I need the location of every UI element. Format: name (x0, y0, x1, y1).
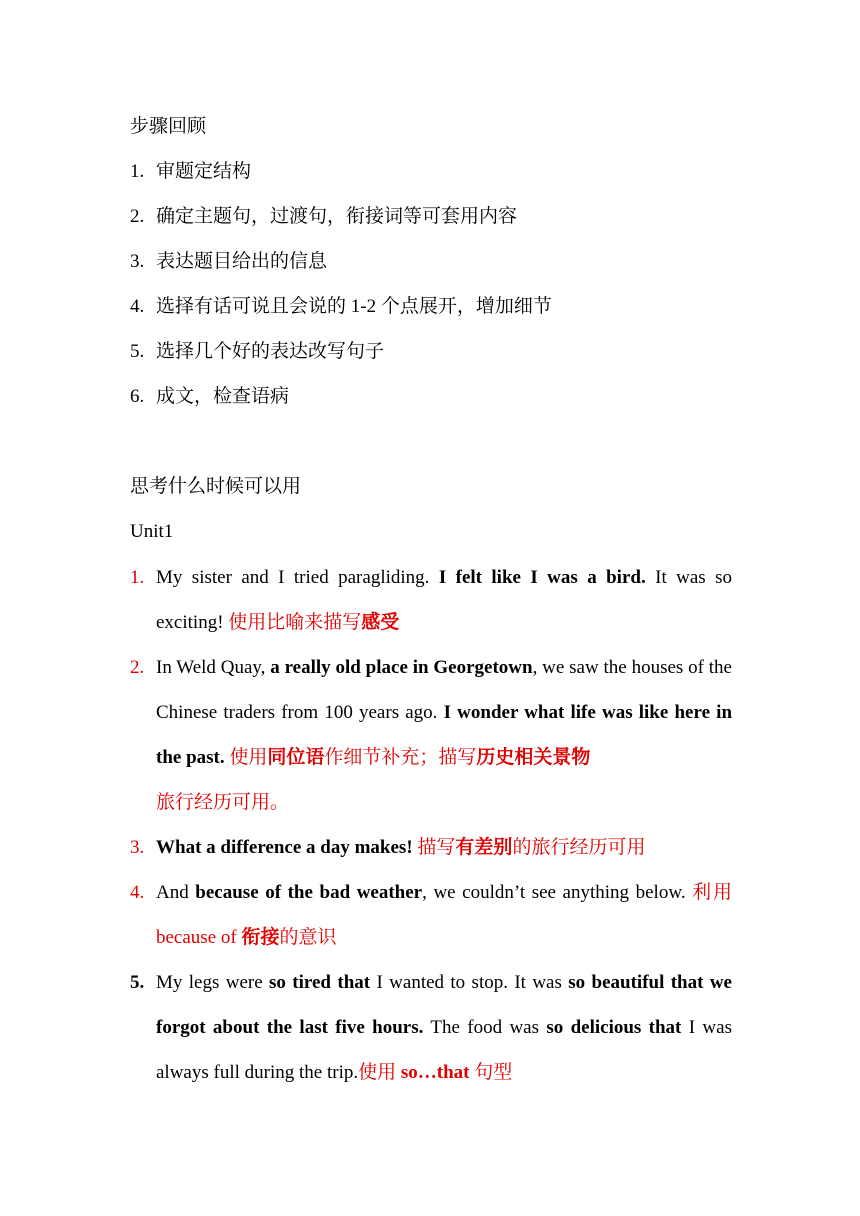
step-text: 成文，检查语病 (156, 386, 290, 407)
sentence-text: It was so exciting! (156, 567, 732, 633)
key-expression: I felt like I was a bird. (438, 567, 646, 588)
sentence-text: My sister and I tried paragliding. (156, 567, 439, 588)
example-item (130, 870, 732, 960)
example-number: 2. (130, 657, 145, 678)
usage-note: 的意识 (279, 927, 337, 948)
example-item (130, 645, 732, 825)
step-number: 4. (130, 296, 145, 317)
usage-note: 使用比喻来描写 (228, 612, 362, 633)
key-expression: so delicious that (546, 1017, 682, 1038)
example-number: 5. (130, 972, 145, 993)
example-number: 4. (130, 882, 145, 903)
key-expression: so beautiful that we forgot about the last five hours. (156, 972, 732, 1038)
unit-label: Unit1 (130, 521, 174, 542)
example-number: 1. (130, 567, 145, 588)
usage-note: 使用 (358, 1062, 401, 1083)
usage-note: 旅行经历可用。 (156, 792, 290, 813)
example-number: 3. (130, 837, 145, 858)
usage-note: 描写 (412, 837, 456, 858)
usage-note-key: 感受 (361, 612, 400, 633)
usage-note: 利用 because of (156, 882, 732, 948)
sentence-text: My legs were (156, 972, 270, 993)
usage-note-key: 同位语 (267, 747, 325, 768)
step-text: 选择几个好的表达改写句子 (156, 341, 385, 362)
sentence-text: I wanted to stop. It was (370, 972, 569, 993)
sentence-text: , we couldn’t see anything below. (422, 882, 693, 903)
example-text (156, 645, 732, 825)
example-text (156, 825, 732, 870)
step-number: 6. (130, 386, 145, 407)
step-text: 审题定结构 (156, 161, 252, 182)
usage-note: 使用 (224, 747, 268, 768)
usage-note-key: so…that (400, 1062, 470, 1083)
key-expression: so tired that (269, 972, 371, 993)
example-item (130, 825, 732, 870)
key-expression: a really old place in Georgetown (270, 657, 533, 678)
usage-note: 作细节补充；描写 (324, 747, 477, 768)
usage-note-key: 历史相关景物 (476, 747, 591, 768)
step-text: 选择有话可说且会说的 1-2 个点展开，增加细节 (156, 296, 552, 317)
key-expression: because of the bad weather (195, 882, 423, 903)
example-item (130, 555, 732, 645)
sentence-text: And (156, 882, 196, 903)
usage-note: 句型 (469, 1062, 513, 1083)
step-number: 5. (130, 341, 145, 362)
key-expression: What a difference a day makes! (156, 837, 413, 858)
usage-note-key: 衔接 (241, 927, 280, 948)
key-expression: I wonder what life was like here in the past. (156, 702, 733, 768)
sentence-text: , we saw the houses of the Chinese traders from 100 years ago. (156, 657, 732, 723)
steps-heading: 步骤回顾 (130, 116, 207, 137)
usage-note: 的旅行经历可用 (512, 837, 646, 858)
step-item (130, 385, 289, 409)
step-number: 3. (130, 251, 145, 272)
step-item (130, 205, 517, 229)
usage-heading: 思考什么时候可以用 (130, 476, 302, 497)
example-text (156, 870, 732, 960)
step-item (130, 160, 251, 184)
step-text: 表达题目给出的信息 (156, 251, 328, 272)
example-item (130, 960, 732, 1095)
sentence-text: In Weld Quay, (156, 657, 271, 678)
sentence-text: The food was (423, 1017, 547, 1038)
example-text (156, 555, 732, 645)
step-text: 确定主题句，过渡句，衔接词等可套用内容 (156, 206, 518, 227)
step-item (130, 340, 384, 364)
usage-note-key: 有差别 (455, 837, 513, 858)
step-number: 2. (130, 206, 145, 227)
example-text (156, 960, 732, 1095)
step-item (130, 295, 552, 319)
sentence-text: I was always full during the trip. (156, 1017, 732, 1083)
step-item (130, 250, 327, 274)
step-number: 1. (130, 161, 145, 182)
